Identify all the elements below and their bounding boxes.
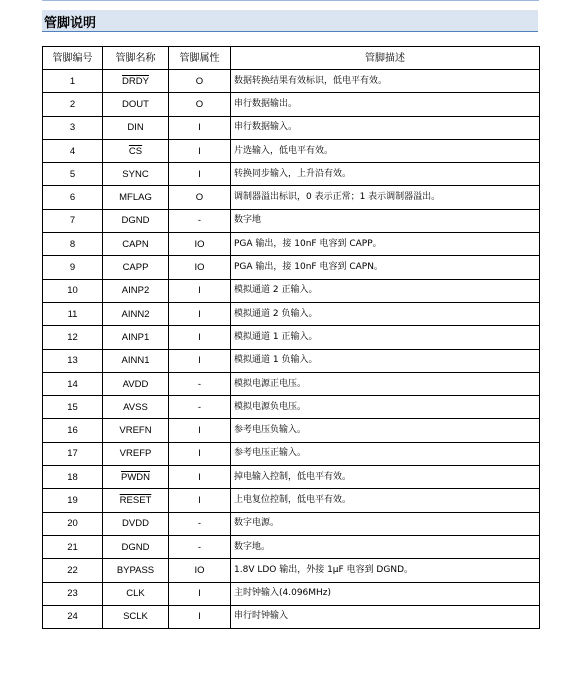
- pin-description-text: 数据转换结果有效标识，低电平有效。: [234, 75, 388, 86]
- pin-description: [231, 139, 540, 162]
- pin-description-text: 片选输入，低电平有效。: [234, 145, 334, 156]
- pin-number-text: 7: [69, 215, 76, 227]
- pin-number: [43, 326, 103, 349]
- pin-number: [43, 372, 103, 395]
- pin-name-text: AINP2: [121, 285, 150, 297]
- pin-number-text: 8: [69, 238, 76, 250]
- pin-number: [43, 512, 103, 535]
- pin-attribute: [169, 442, 231, 465]
- pin-name-text: AINP1: [121, 331, 150, 343]
- pin-description: [231, 326, 540, 349]
- page-top-rule: [42, 0, 539, 1]
- pin-name: [103, 93, 169, 116]
- pin-description-text: 掉电输入控制，低电平有效。: [234, 471, 352, 482]
- pin-attribute: [169, 349, 231, 372]
- pin-name-text: AINN2: [121, 308, 150, 320]
- pin-number: [43, 396, 103, 419]
- pin-number-text: 15: [67, 401, 78, 413]
- pin-number: [43, 279, 103, 302]
- pin-attribute-text: I: [198, 122, 201, 134]
- pin-name: [103, 302, 169, 325]
- pin-description-table: [42, 46, 540, 629]
- pin-name-text: BYPASS: [116, 564, 155, 576]
- pin-description-text: PGA 输出，接 10nF 电容到 CAPN。: [234, 262, 383, 273]
- pin-description: [231, 419, 540, 442]
- pin-attribute: [169, 93, 231, 116]
- table-row: [43, 535, 540, 558]
- pin-attribute-text: IO: [194, 238, 205, 250]
- pin-name: [103, 512, 169, 535]
- pin-name-text: CLK: [126, 588, 145, 600]
- pin-name-text: $\overline{CS}$: [128, 145, 143, 157]
- pin-number: [43, 163, 103, 186]
- pin-description: [231, 605, 540, 628]
- table-row: [43, 442, 540, 465]
- pin-number: [43, 349, 103, 372]
- pin-name: [103, 535, 169, 558]
- pin-description-text: 串行数据输入。: [234, 122, 298, 133]
- pin-description-text: PGA 输出，接 10nF 电容到 CAPP。: [234, 238, 382, 249]
- pin-attribute: [169, 256, 231, 279]
- pin-number: [43, 419, 103, 442]
- header-pin-number: 管脚编号: [43, 47, 103, 70]
- pin-number-text: 20: [67, 518, 78, 530]
- pin-name-text: DVDD: [122, 518, 149, 530]
- table-header-row: [43, 47, 540, 70]
- pin-description-text: 数字地。: [234, 541, 271, 552]
- section-title: 管脚说明: [44, 16, 97, 31]
- pin-description: [231, 535, 540, 558]
- pin-name: [103, 116, 169, 139]
- pin-number-text: 11: [67, 308, 78, 320]
- pin-description-text: 1.8V LDO 输出，外接 1μF 电容到 DGND。: [234, 564, 413, 575]
- pin-attribute-text: I: [198, 355, 201, 367]
- pin-description: [231, 93, 540, 116]
- pin-name-text: DOUT: [122, 98, 149, 110]
- pin-description: [231, 302, 540, 325]
- pin-name: [103, 466, 169, 489]
- pin-name: [103, 279, 169, 302]
- pin-number: [43, 466, 103, 489]
- pin-attribute-text: I: [198, 168, 201, 180]
- pin-number: [43, 93, 103, 116]
- pin-attribute: [169, 279, 231, 302]
- pin-number-text: 10: [67, 285, 78, 297]
- table-row: [43, 279, 540, 302]
- pin-attribute-text: O: [195, 98, 204, 110]
- pin-number: [43, 582, 103, 605]
- pin-name: [103, 209, 169, 232]
- pin-description: [231, 372, 540, 395]
- table-row: [43, 489, 540, 512]
- pin-description: [231, 512, 540, 535]
- pin-number-text: 14: [67, 378, 78, 390]
- pin-attribute: [169, 582, 231, 605]
- pin-name-text: VREFP: [119, 448, 152, 460]
- table-row: [43, 70, 540, 93]
- pin-number-text: 17: [67, 448, 78, 460]
- pin-number-text: 18: [67, 471, 78, 483]
- pin-attribute: [169, 372, 231, 395]
- pin-description-text: 数字电源。: [234, 518, 280, 529]
- pin-attribute: [169, 186, 231, 209]
- pin-attribute-text: I: [198, 611, 201, 623]
- pin-number: [43, 209, 103, 232]
- pin-description: [231, 489, 540, 512]
- pin-name: [103, 442, 169, 465]
- pin-attribute-text: -: [197, 518, 202, 530]
- pin-number-text: 16: [67, 425, 78, 437]
- pin-number: [43, 302, 103, 325]
- pin-name-text: SCLK: [123, 611, 148, 623]
- table-row: [43, 349, 540, 372]
- pin-attribute: [169, 302, 231, 325]
- pin-attribute-text: -: [197, 401, 202, 413]
- pin-number-text: 13: [67, 355, 78, 367]
- pin-description: [231, 442, 540, 465]
- pin-attribute-text: I: [198, 331, 201, 343]
- pin-number-text: 4: [69, 145, 76, 157]
- pin-description-text: 参考电压负输入。: [234, 425, 307, 436]
- pin-attribute-text: I: [198, 494, 201, 506]
- pin-description-text: 数字地: [234, 215, 262, 226]
- pin-name: [103, 70, 169, 93]
- table-row: [43, 326, 540, 349]
- pin-attribute-text: I: [198, 471, 201, 483]
- table-row: [43, 93, 540, 116]
- pin-attribute: [169, 70, 231, 93]
- pin-name-text: CAPP: [122, 262, 149, 274]
- pin-description: [231, 209, 540, 232]
- header-pin-name: 管脚名称: [103, 47, 169, 70]
- pin-name: [103, 605, 169, 628]
- pin-name-text: DGND: [121, 541, 150, 553]
- pin-description: [231, 116, 540, 139]
- pin-description-text: 串行数据输出。: [234, 98, 298, 109]
- pin-attribute: [169, 163, 231, 186]
- pin-number-text: 6: [69, 192, 76, 204]
- pin-attribute-text: I: [198, 308, 201, 320]
- pin-attribute-text: I: [198, 285, 201, 297]
- table-row: [43, 116, 540, 139]
- pin-number: [43, 535, 103, 558]
- table-row: [43, 559, 540, 582]
- table-row: [43, 163, 540, 186]
- pin-attribute: [169, 512, 231, 535]
- pin-description-text: 串行时钟输入: [234, 611, 289, 622]
- pin-attribute: [169, 233, 231, 256]
- pin-description-text: 主时钟输入(4.096MHz): [234, 588, 332, 599]
- pin-number-text: 5: [69, 168, 76, 180]
- pin-attribute-text: I: [198, 588, 201, 600]
- pin-name-text: RESET: [119, 494, 152, 506]
- table-row: [43, 605, 540, 628]
- pin-description-text: 模拟通道 1 负输入。: [234, 355, 318, 366]
- table-row: [43, 256, 540, 279]
- pin-description-text: 上电复位控制，低电平有效。: [234, 494, 352, 505]
- pin-number-text: 3: [69, 122, 76, 134]
- pin-description: [231, 349, 540, 372]
- pin-attribute-text: I: [198, 145, 201, 157]
- pin-name-text: CAPN: [122, 238, 149, 250]
- table-row: [43, 419, 540, 442]
- pin-attribute-text: -: [197, 378, 202, 390]
- pin-attribute: [169, 209, 231, 232]
- pin-number: [43, 489, 103, 512]
- pin-attribute: [169, 559, 231, 582]
- pin-name-text: DGND: [121, 215, 150, 227]
- section-header: [42, 10, 538, 32]
- table-row: [43, 186, 540, 209]
- pin-attribute-text: O: [195, 75, 204, 87]
- pin-description: [231, 256, 540, 279]
- pin-description-text: 模拟通道 2 负输入。: [234, 308, 318, 319]
- pin-number: [43, 442, 103, 465]
- pin-number: [43, 233, 103, 256]
- pin-number-text: 1: [69, 75, 76, 87]
- pin-name: [103, 256, 169, 279]
- pin-number: [43, 256, 103, 279]
- pin-description-text: 模拟通道 2 正输入。: [234, 285, 318, 296]
- pin-attribute: [169, 396, 231, 419]
- table-row: [43, 512, 540, 535]
- pin-attribute: [169, 139, 231, 162]
- table-body: [43, 70, 540, 629]
- pin-name-text: VREFN: [119, 425, 152, 437]
- pin-attribute: [169, 535, 231, 558]
- pin-name-text: DRDY: [122, 75, 149, 87]
- pin-name: [103, 139, 169, 162]
- pin-name-text: AVDD: [122, 378, 149, 390]
- table-row: [43, 582, 540, 605]
- pin-name: [103, 489, 169, 512]
- pin-description: [231, 466, 540, 489]
- table-row: [43, 466, 540, 489]
- pin-name: [103, 326, 169, 349]
- pin-number-text: 21: [67, 541, 78, 553]
- pin-number: [43, 139, 103, 162]
- pin-number-text: 19: [67, 494, 78, 506]
- table-row: [43, 209, 540, 232]
- pin-name-text: AVSS: [123, 401, 148, 413]
- pin-description-text: 模拟电源正电压。: [234, 378, 307, 389]
- pin-description-text: 转换同步输入，上升沿有效。: [234, 168, 352, 179]
- table-row: [43, 302, 540, 325]
- pin-description: [231, 163, 540, 186]
- pin-name: [103, 186, 169, 209]
- pin-description: [231, 582, 540, 605]
- pin-attribute: [169, 326, 231, 349]
- table-row: [43, 233, 540, 256]
- table-row: [43, 139, 540, 162]
- pin-name-text: PWDN: [120, 471, 151, 483]
- pin-name-text: MFLAG: [119, 192, 152, 204]
- pin-attribute: [169, 466, 231, 489]
- pin-description: [231, 186, 540, 209]
- pin-name: [103, 419, 169, 442]
- pin-attribute-text: IO: [194, 262, 205, 274]
- pin-description-text: 参考电压正输入。: [234, 448, 307, 459]
- pin-number-text: 23: [67, 588, 78, 600]
- pin-name: [103, 559, 169, 582]
- pin-attribute-text: I: [198, 425, 201, 437]
- pin-attribute: [169, 605, 231, 628]
- pin-name-text: DIN: [127, 122, 144, 134]
- pin-description: [231, 70, 540, 93]
- pin-attribute: [169, 116, 231, 139]
- pin-name: [103, 372, 169, 395]
- pin-attribute-text: O: [195, 192, 204, 204]
- pin-number: [43, 116, 103, 139]
- pin-name-text: AINN1: [121, 355, 150, 367]
- pin-number: [43, 605, 103, 628]
- pin-attribute-text: I: [198, 448, 201, 460]
- pin-number: [43, 559, 103, 582]
- header-pin-attribute: 管脚属性: [169, 47, 231, 70]
- pin-number-text: 22: [67, 564, 78, 576]
- pin-description-text: 模拟通道 1 正输入。: [234, 331, 318, 342]
- pin-attribute-text: -: [197, 215, 202, 227]
- pin-description-text: 模拟电源负电压。: [234, 401, 307, 412]
- pin-description: [231, 396, 540, 419]
- pin-attribute: [169, 419, 231, 442]
- pin-name: [103, 396, 169, 419]
- header-pin-description: 管脚描述: [231, 47, 540, 70]
- pin-number-text: 2: [69, 98, 76, 110]
- pin-description-text: 调制器溢出标识，0 表示正常；1 表示调制器溢出。: [234, 192, 441, 203]
- pin-attribute-text: -: [197, 541, 202, 553]
- pin-number-text: 9: [69, 262, 76, 274]
- pin-number-text: 12: [67, 331, 78, 343]
- pin-name: [103, 582, 169, 605]
- pin-name: [103, 233, 169, 256]
- table-row: [43, 372, 540, 395]
- pin-name: [103, 349, 169, 372]
- pin-attribute-text: IO: [194, 564, 205, 576]
- pin-attribute: [169, 489, 231, 512]
- table-row: [43, 396, 540, 419]
- pin-name: [103, 163, 169, 186]
- pin-number: [43, 70, 103, 93]
- pin-description: [231, 279, 540, 302]
- pin-description: [231, 559, 540, 582]
- pin-description: [231, 233, 540, 256]
- pin-name-text: SYNC: [122, 168, 149, 180]
- pin-number: [43, 186, 103, 209]
- pin-number-text: 24: [67, 611, 78, 623]
